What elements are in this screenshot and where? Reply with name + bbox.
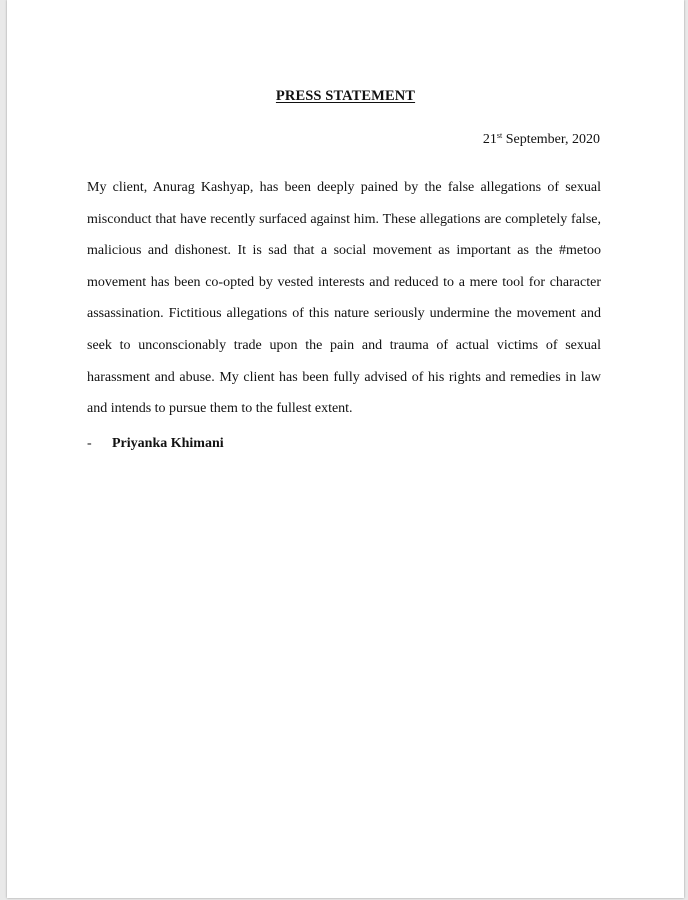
document-page (7, 0, 684, 898)
statement-date (483, 131, 600, 148)
date-day: 21 (482, 132, 497, 147)
signature-dash: - (87, 436, 92, 451)
date-suffix: st (496, 131, 503, 140)
signature-name: Priyanka Khimani (112, 436, 224, 451)
date-rest: September, 2020 (502, 132, 600, 147)
statement-body: My client, Anurag Kashyap, has been deeply pained by the false allegations of sexual misconduct that have recently surfaced against him. These allegations are completely false, malicious and dishonest. It is sad that a social movement as important as the #metoo movement has been co-opted by vested interests and reduced to a mere tool for character assassination. Fictitious allegations of this nature seriously undermine the movement and seek to unconscionably trade upon the pain and trauma of actual victims of sexual harassment and abuse. My client has been fully advised of his rights and remedies in law and intends to pursue them to the fullest extent. (87, 180, 601, 417)
signature (87, 436, 224, 452)
document-title: PRESS STATEMENT (275, 88, 416, 104)
